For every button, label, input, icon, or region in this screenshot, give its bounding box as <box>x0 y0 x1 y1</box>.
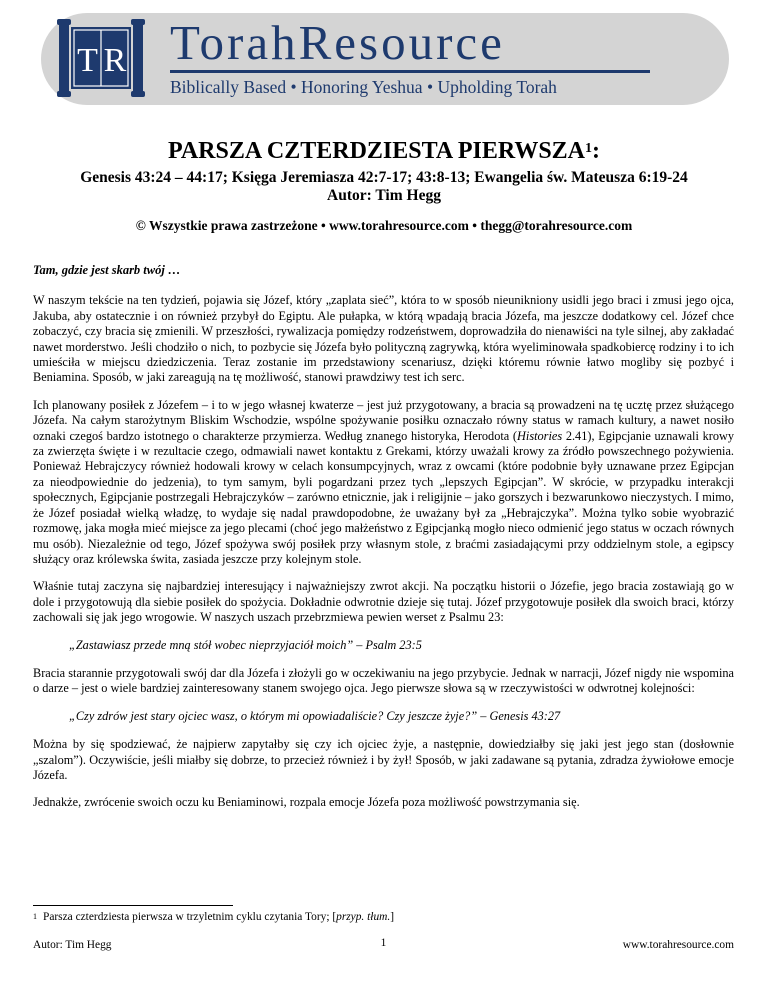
title-text: PARSZA CZTERDZIESTA PIERWSZA <box>167 138 586 164</box>
paragraph-2-part-1: Ich planowany posiłek z Józefem – i to w jego własnej kwaterze – jest już przygotowany, a bracia są prowadzeni na tę ucztę przez służącego Józefa. Na całym starożytnym Bliskim Wschodzie, wspólne spożywanie posiłku oznaczało równy status w ramach kultury, a nawet nosiło oznaki czegoś bardzo istotnego o charakterze przymierza. Według znanego historyka, Herodota ( <box>33 397 734 443</box>
title-colon: : <box>592 138 601 164</box>
footnote <box>33 910 734 924</box>
footer-author: Autor: Tim Hegg <box>33 939 112 951</box>
footnote-close: ] <box>390 911 395 923</box>
logo-letter-r: R <box>103 42 127 79</box>
paragraph-4: Bracia starannie przygotowali swój dar dla Józefa i złożyli go w oczekiwaniu na jego przybycie. Jednak w narracji, Józef nigdy nie wspomina o darze – jest o wiele bardziej zainteresowany stanem swojego ojca. Jego pierwsze słowa są w rzeczywistości w odwrotnej kolejności: <box>33 665 734 696</box>
title-footnote-mark[interactable]: 1 <box>585 141 593 156</box>
paragraph-6: Jednakże, zwrócenie swoich oczu ku Beniaminowi, rozpala emocje Józefa poza możliwość powstrzymania się. <box>33 795 580 810</box>
brand-underline <box>170 70 650 73</box>
quote-genesis: „Czy zdrów jest stary ojciec wasz, o którym mi opowiadaliście? Czy jeszcze żyje?” – Genesis 43:27 <box>69 708 561 723</box>
footnote-mark: 1 <box>33 912 37 921</box>
copyright-line: © Wszystkie prawa zastrzeżone • www.torahresource.com • thegg@torahresource.com <box>135 218 633 233</box>
page-number: 1 <box>380 937 387 949</box>
subtitle <box>0 169 768 205</box>
footnote-translator-note: przyp. tłum. <box>336 911 391 923</box>
footnote-divider <box>33 905 233 906</box>
page-title <box>0 137 768 165</box>
footnote-text: Parsza czterdziesta pierwsza w trzyletnim cyklu czytania Tory; [ <box>43 911 337 923</box>
histories-title: Histories <box>517 428 563 443</box>
author-line: Autor: Tim Hegg <box>327 187 441 204</box>
scripture-references: Genesis 43:24 – 44:17; Księga Jeremiasza 42:7-17; 43:8-13; Ewangelia św. Mateusza 6:19-24 <box>80 169 688 186</box>
section-title: Tam, gdzie jest skarb twój … <box>33 263 181 277</box>
brand-tagline: Biblically Based • Honoring Yeshua • Upholding Torah <box>170 77 557 97</box>
paragraph-3: Właśnie tutaj zaczyna się najbardziej interesujący i najważniejszy zwrot akcji. Na początku historii o Józefie, jego bracia zostawiają go w dole i przygotowują dla siebie posiłek do spożycia. Dokładnie odwrotnie dzieje się tutaj. Józef przygotowuje posiłek dla swoich braci, którzy zachowali się jak jego wrogowie. W naszych uszach przebrzmiewa pewien werset z Psalmu 23: <box>33 579 734 625</box>
quote-psalm: „Zastawiasz przede mną stół wobec nieprzyjaciół moich” – Psalm 23:5 <box>69 637 422 652</box>
footer-website-link[interactable]: www.torahresource.com <box>622 939 734 951</box>
brand-block <box>170 17 700 98</box>
article-body <box>33 263 734 823</box>
paragraph-5: Można by się spodziewać, że najpierw zapytałby się czy ich ojciec żyje, a następnie, dowiedziałby się jaki jest jego stan (dosłownie „szalom”). Oczywiście, jeśli miałby się dobrze, to przecież również i by żył! Sposób, w jaki zadawane są pytania, zdradza żywiołowe emocje Józefa. <box>33 737 734 782</box>
torahresource-logo-icon <box>57 19 145 97</box>
paragraph-2 <box>33 398 734 567</box>
paragraph-1: W naszym tekście na ten tydzień, pojawia się Józef, który „zaplata sieć”, która to w sposób nieunikniony usidli jego braci i zmusi jego ojca, Jakuba, aby ostatecznie i on również przybył do Egiptu. Ale pułapka, w którą wpadają bracia Józefa, ma jeszcze dodatkowy cel. Józef chce zobaczyć, czy bracia się zmienili. W przeszłości, rywalizacja pomiędzy rodzeństwem, doprowadziła do nienawiści na tyle silnej, aby zakładać nawet morderstwo. Jeśli chodziło o nich, to pozbycie się Józefa było polityczną zagrywką, która wyeliminowała spadkobiercę rodziny i to ich umieściła w miejscu dziedziczenia. Teraz zostanie im przedstawiony scenariusz, dzięki któremu równie łatwo mogliby się pozbyć i Beniamina. Sposób, w jaki zareagują na tę możliwość, stanowi prawdziwy test ich serc. <box>33 293 734 385</box>
paragraph-2-part-2: 2.41), Egipcjanie uznawali krowy za zwierzęta święte i w rezultacie czego, odmawiali nawet kontaktu z Grekami, którzy uważali krowy za źródło powszechnego pożywienia. Ponieważ Hebrajczycy również hodowali krowy w celach konsumpcyjnych, wraz z owcami (które podobnie były uznawane przez Egipcjan za nieodpowiednie do jedzenia), to tym samym, byli pogardzani przez tych „lepszych Egipcjan”. W skrócie, w przypadku interakcji społecznych, Egipcjanie postrzegali Hebrajczyków – zarówno etnicznie, jak i religijnie – jako gorszych i bezwarunkowo nieczystych. I mimo, że Józef posiadał wielką władzę, to wydaje się nadal prawdopodobne, że uważany był za „Hebrajczyka”. Można tylko sobie wyobrazić rozmowę, jaka mogła mieć miejsce za jego plecami (choć jego małżeństwo z Egipcjanką mogło nieco odmienić jego status w oczach równych mu osób). Niezależnie od tego, Józef spożywa swój posiłek przy własnym stole, z braćmi zasiadającymi przy oddzielnym stole, a egipscy służący oraz królewska świta, zasiada jeszcze przy kolejnym stole. <box>33 428 735 566</box>
logo-letter-t: T <box>77 42 98 79</box>
brand-name: TorahResource <box>170 15 505 70</box>
